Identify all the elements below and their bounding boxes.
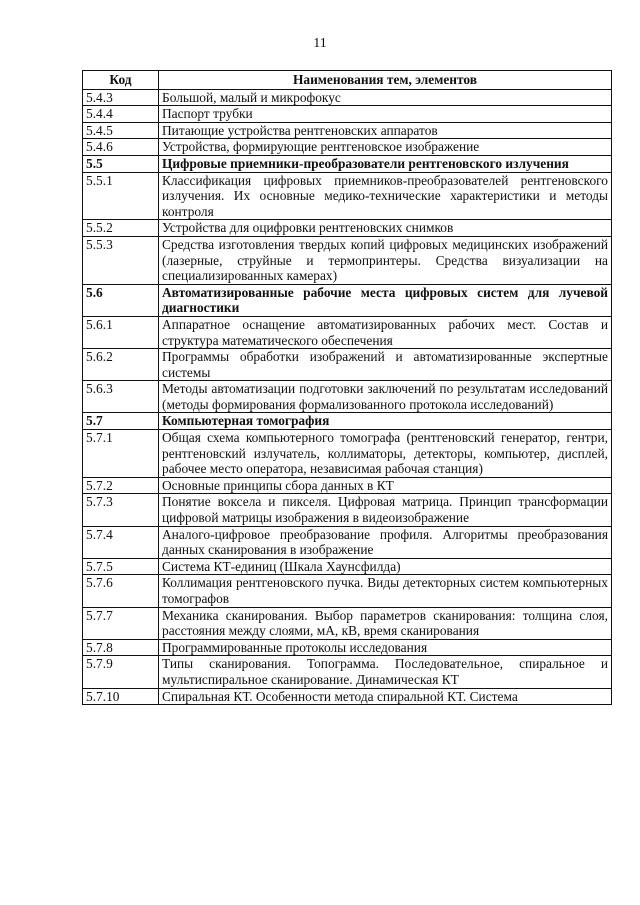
table-row [83, 575, 612, 607]
row-code: 5.5.3 [83, 236, 159, 284]
table-row [83, 236, 612, 284]
header-name: Наименования тем, элементов [159, 71, 612, 90]
row-code: 5.7.8 [83, 639, 159, 656]
row-name: Устройства, формирующие рентгеновское изображение [159, 139, 612, 156]
section-row [83, 413, 612, 430]
row-code: 5.5.1 [83, 172, 159, 220]
row-code: 5.7.1 [83, 430, 159, 478]
row-name: Программированные протоколы исследования [159, 639, 612, 656]
row-name: Средства изготовления твердых копий цифровых медицинских изображений (лазерные, струйные и термопринтеры. Средства визуализации на специализированных камерах) [159, 236, 612, 284]
row-code: 5.7.3 [83, 494, 159, 526]
row-code: 5.7.2 [83, 477, 159, 494]
row-name: Механика сканирования. Выбор параметров сканирования: толщина слоя, расстояния между слоями, мА, кВ, время сканирования [159, 607, 612, 639]
row-name: Понятие воксела и пикселя. Цифровая матрица. Принцип трансформации цифровой матрицы изображения в видеоизображение [159, 494, 612, 526]
table-row [83, 688, 612, 705]
row-code: 5.6.1 [83, 316, 159, 348]
row-name: Система КТ-единиц (Шкала Хаунсфилда) [159, 558, 612, 575]
row-name: Аппаратное оснащение автоматизированных рабочих мест. Состав и структура математического обеспечения [159, 316, 612, 348]
row-code: 5.5 [83, 155, 159, 172]
table-row [83, 656, 612, 688]
row-code: 5.7.9 [83, 656, 159, 688]
table-row [83, 106, 612, 123]
row-name: Питающие устройства рентгеновских аппаратов [159, 122, 612, 139]
row-name: Паспорт трубки [159, 106, 612, 123]
table-row [83, 349, 612, 381]
row-code: 5.7.10 [83, 688, 159, 705]
row-name: Основные принципы сбора данных в КТ [159, 477, 612, 494]
row-code: 5.7.4 [83, 526, 159, 558]
row-code: 5.6 [83, 284, 159, 316]
section-row [83, 155, 612, 172]
table-row [83, 89, 612, 106]
row-code: 5.4.5 [83, 122, 159, 139]
table-row [83, 172, 612, 220]
row-code: 5.4.3 [83, 89, 159, 106]
table-row [83, 139, 612, 156]
row-code: 5.5.2 [83, 220, 159, 237]
row-name: Методы автоматизации подготовки заключений по результатам исследований (методы формирования формализованного протокола исследований) [159, 381, 612, 413]
table-row [83, 607, 612, 639]
row-name: Автоматизированные рабочие места цифровых систем для лучевой диагностики [159, 284, 612, 316]
table-row [83, 122, 612, 139]
row-name: Устройства для оцифровки рентгеновских снимков [159, 220, 612, 237]
table-row [83, 316, 612, 348]
row-code: 5.6.2 [83, 349, 159, 381]
row-code: 5.7.5 [83, 558, 159, 575]
row-name: Цифровые приемники-преобразователи рентгеновского излучения [159, 155, 612, 172]
row-name: Коллимация рентгеновского пучка. Виды детекторных систем компьютерных томографов [159, 575, 612, 607]
table-row [83, 220, 612, 237]
topics-table [82, 70, 612, 705]
row-code: 5.6.3 [83, 381, 159, 413]
row-name: Типы сканирования. Топограмма. Последовательное, спиральное и мультиспиральное сканирование. Динамическая КТ [159, 656, 612, 688]
table-row [83, 639, 612, 656]
row-name: Компьютерная томография [159, 413, 612, 430]
row-code: 5.4.4 [83, 106, 159, 123]
table-row [83, 430, 612, 478]
row-code: 5.7.7 [83, 607, 159, 639]
table-row [83, 381, 612, 413]
table-row [83, 494, 612, 526]
row-code: 5.7.6 [83, 575, 159, 607]
row-name: Классификация цифровых приемников-преобразователей рентгеновского излучения. Их основные медико-технические характеристики и методы контроля [159, 172, 612, 220]
table-header-row [83, 71, 612, 90]
row-code: 5.7 [83, 413, 159, 430]
section-row [83, 284, 612, 316]
table-row [83, 477, 612, 494]
row-name: Спиральная КТ. Особенности метода спиральной КТ. Система [159, 688, 612, 705]
table-row [83, 526, 612, 558]
row-name: Аналого-цифровое преобразование профиля. Алгоритмы преобразования данных сканирования в изображение [159, 526, 612, 558]
row-name: Общая схема компьютерного томографа (рентгеновский генератор, гентри, рентгеновский излучатель, коллиматоры, детекторы, компьютер, дисплей, рабочее место оператора, независимая рабочая станция) [159, 430, 612, 478]
row-name: Программы обработки изображений и автоматизированные экспертные системы [159, 349, 612, 381]
row-code: 5.4.6 [83, 139, 159, 156]
page-number: 11 [313, 36, 327, 51]
table-row [83, 558, 612, 575]
row-name: Большой, малый и микрофокус [159, 89, 612, 106]
header-code: Код [83, 71, 159, 90]
